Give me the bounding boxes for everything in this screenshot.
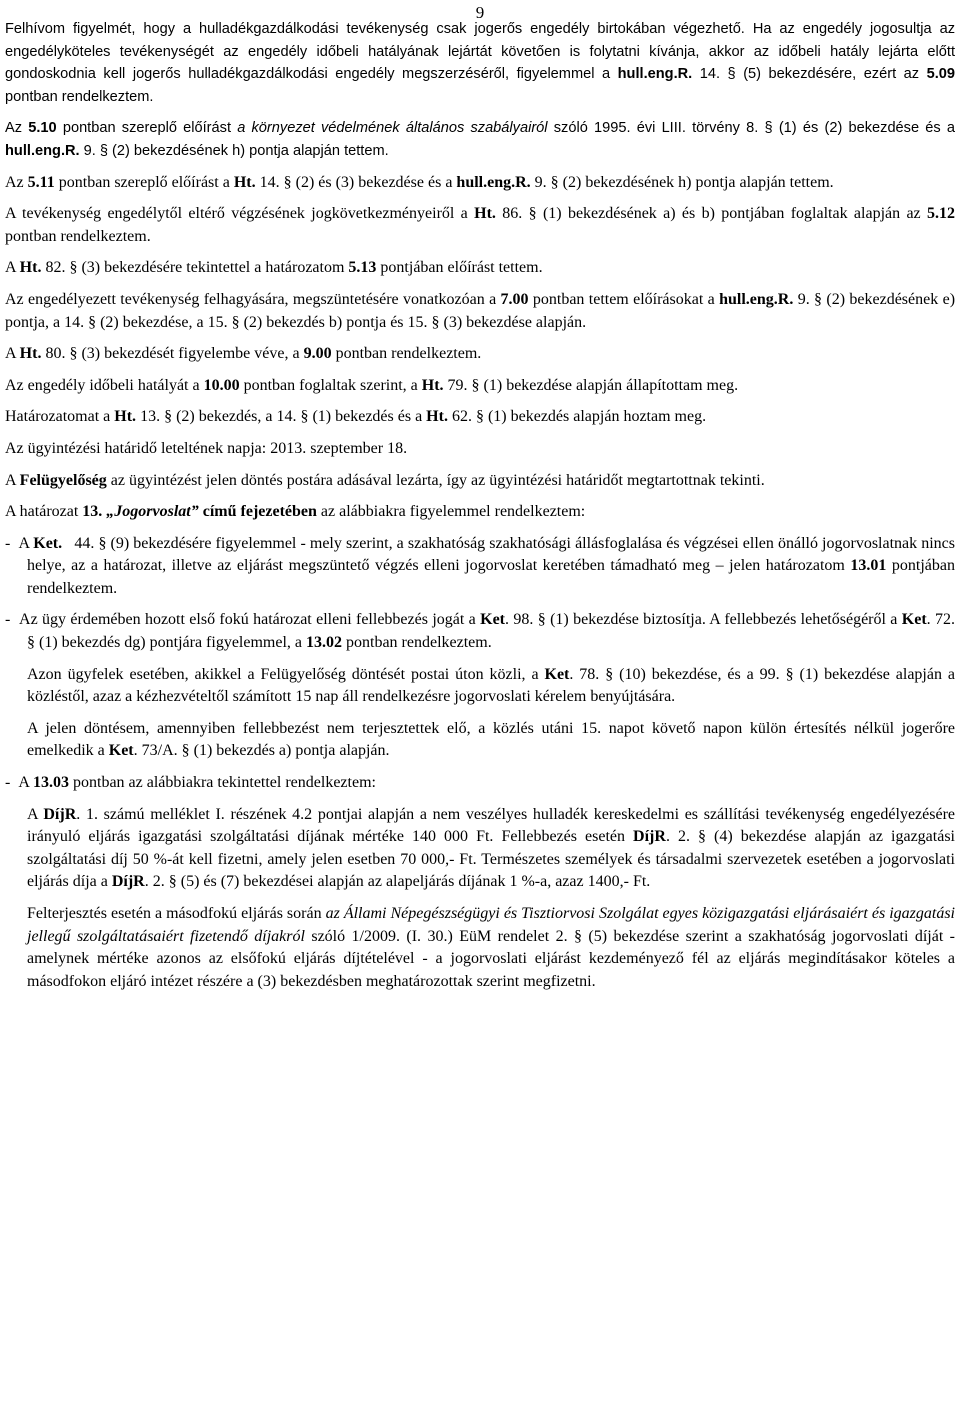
text-run: Az engedélyezett tevékenység felhagyására, megszüntetésére vonatkozóan a xyxy=(5,290,501,308)
text-run: . 98. § (1) bekezdése biztosítja. A fellebbezés lehetőségéről a xyxy=(505,611,902,629)
text-run: Az xyxy=(5,120,29,137)
paragraph xyxy=(5,406,955,429)
paragraph xyxy=(5,343,955,366)
text-run: hull.eng.R. xyxy=(5,142,80,159)
text-run: az ügyintézést jelen döntés postára adásával lezárta, így az ügyintézési határidőt megtartottnak tekinti. xyxy=(106,471,765,489)
text-run: pontban foglaltak szerint, a xyxy=(239,376,422,394)
text-run: - A xyxy=(5,774,33,792)
text-run: pontban rendelkeztem. xyxy=(331,345,482,363)
text-run: A xyxy=(5,471,20,489)
text-run: 10.00 xyxy=(203,376,240,394)
paragraph xyxy=(5,501,955,524)
paragraph xyxy=(5,117,955,162)
text-run: 14. § (5) bekezdésére, ezért az xyxy=(692,66,927,83)
text-run: Ket xyxy=(108,742,134,760)
page-number: 9 xyxy=(475,3,485,22)
text-run: 82. § (3) bekezdésére tekintettel a határozatom xyxy=(41,259,349,277)
text-run: Ht. xyxy=(421,376,444,394)
text-run: pontban szereplő előírást a xyxy=(54,173,234,191)
text-run: Felterjesztés esetén a másodfokú eljárás során xyxy=(27,905,326,922)
text-run: című fejezetében xyxy=(198,503,317,521)
paragraph xyxy=(5,203,955,248)
text-run: DíjR xyxy=(43,805,77,823)
text-run: Felügyelőség xyxy=(19,471,107,489)
text-run: Ht. xyxy=(19,259,42,277)
paragraph xyxy=(5,903,955,993)
text-run: Ket. xyxy=(33,534,63,552)
text-run: A xyxy=(5,259,20,277)
paragraph xyxy=(5,438,955,461)
text-run: Ht. xyxy=(114,408,137,426)
text-run: A jelen döntésem, amennyiben fellebbezést nem terjesztettek elő, a közlés utáni 15. napot követő napon külön értesítés nélkül jogerőre emelkedik a xyxy=(27,719,955,760)
paragraph xyxy=(5,289,955,334)
text-run: Határozatomat a xyxy=(5,408,115,426)
text-run: pontban rendelkeztem. xyxy=(5,88,154,105)
text-run: A határozat xyxy=(5,503,83,521)
text-run: 13.03 xyxy=(33,774,69,792)
text-run: 9. § (2) bekezdésének h) pontja alapján tettem. xyxy=(79,142,389,159)
text-run: pontban szereplő előírást xyxy=(56,120,238,137)
text-run: 13.02 xyxy=(306,634,342,652)
document-body xyxy=(5,18,955,1002)
text-run: . 1. számú melléklet I. részének 4.2 pontjai alapján a nem veszélyes hulladék kereskedelmi es szállítási tevékenység engedélyezésére irányuló eljárás igazgatási szolgáltatási díjának mértéke 140 000 Ft. Fellebbezés esetén xyxy=(27,805,956,846)
text-run: - A xyxy=(5,534,34,552)
text-run: Ket xyxy=(480,611,505,629)
text-run: 9.00 xyxy=(303,345,332,363)
text-run: pontban rendelkeztem. xyxy=(342,634,492,652)
text-run: 79. § (1) bekezdése alapján állapítottam meg. xyxy=(443,376,739,394)
text-run: DíjR xyxy=(111,873,145,891)
text-run: szóló 1995. évi LIII. törvény 8. § (1) és (2) bekezdése és a xyxy=(547,120,956,137)
text-run: Ket xyxy=(901,611,927,629)
text-run: Az ügyintézési határidő leteltének napja: 2013. szeptember 18. xyxy=(5,439,408,457)
text-run: . 2. § (5) és (7) bekezdései alapján az alapeljárás díjának 1 %-a, azaz 1400,- Ft. xyxy=(144,873,651,891)
text-run: Felhívom figyelmét, hogy a hulladékgazdálkodási tevékenység csak jogerős engedély birtokában végezhető. Ha az engedély jogosultja az engedélyköteles tevékenységét az engedély időbeli hatályának lejártát követően is folytatni kívánja, akkor az időbeli hatály lejárta előtt gondoskodnia kell jogerős hulladékgazdálkodási engedély megszerzéséről, figyelemmel a xyxy=(5,21,955,83)
paragraph xyxy=(5,18,955,108)
text-run: Ht. xyxy=(19,345,42,363)
paragraph xyxy=(5,609,955,654)
text-run: 9. § (2) bekezdésének h) pontja alapján tettem. xyxy=(530,173,834,191)
text-run: Az engedély időbeli hatályát a xyxy=(5,376,204,394)
text-run: - Az ügy érdemében hozott első fokú határozat elleni fellebbezés jogát a xyxy=(5,611,481,629)
text-run: . 78. § (10) bekezdése, és a 99. § (1) bekezdése alapján a közléstől, azaz a kézhezvételtől számított 15 nap áll rendelkezésre jogorvoslati kérelem benyújtására. xyxy=(27,665,955,706)
text-run: 80. § (3) bekezdését figyelembe véve, a xyxy=(41,345,304,363)
text-run: 5.09 xyxy=(926,66,955,83)
paragraph xyxy=(5,172,955,195)
text-run: hull.eng.R. xyxy=(456,173,531,191)
text-run: 5.10 xyxy=(28,120,57,137)
text-run: 13. xyxy=(82,503,107,521)
text-run: a környezet védelmének általános szabályairól xyxy=(237,120,548,137)
paragraph xyxy=(5,533,955,601)
text-run: Ht. xyxy=(426,408,448,426)
text-run: 5.12 xyxy=(927,205,956,223)
text-run: pontban az alábbiakra tekintettel rendelkeztem: xyxy=(69,774,376,792)
text-run: Azon ügyfelek esetében, akikkel a Felügyelőség döntését postai úton közli, a xyxy=(27,665,545,683)
paragraph xyxy=(5,664,955,709)
text-run: „Jogorvoslat” xyxy=(106,503,199,521)
text-run: 5.11 xyxy=(27,173,55,191)
text-run: Ht. xyxy=(233,173,256,191)
text-run: pontban tettem előírásokat a xyxy=(528,290,720,308)
text-run: pontban rendelkeztem. xyxy=(5,227,151,245)
paragraph xyxy=(5,257,955,280)
text-run: Ht. xyxy=(474,205,496,223)
text-run: . 2. § (4) bekezdése alapján az igazgatási szolgáltatási díj 50 %-át kell fizetni, amely jelen esetben 70 000,- Ft. Természetes személyek és társadalmi szervezetek esetében a jogorvoslati eljárás díja a xyxy=(27,828,955,891)
text-run: 7.00 xyxy=(500,290,529,308)
text-run: pontjában rendelkeztem. xyxy=(27,557,956,597)
text-run: az alábbiakra figyelemmel rendelkeztem: xyxy=(316,503,586,521)
text-run: pontjában előírást tettem. xyxy=(376,259,543,277)
paragraph xyxy=(5,772,955,795)
text-run: . 72. § (1) bekezdés dg) pontjára figyelemmel, a xyxy=(27,611,956,652)
text-run: A tevékenység engedélytől eltérő végzésének jogkövetkezményeiről a xyxy=(5,205,475,223)
text-run: 13. § (2) bekezdés, a 14. § (1) bekezdés és a xyxy=(136,408,427,426)
text-run: A xyxy=(5,345,20,363)
text-run: 14. § (2) és (3) bekezdése és a xyxy=(255,173,457,191)
text-run: 5.13 xyxy=(348,259,377,277)
text-run: . 73/A. § (1) bekezdés a) pontja alapján. xyxy=(133,742,390,760)
text-run: 44. § (9) bekezdésére figyelemmel - mely szerint, a szakhatóság szakhatósági állásfoglalása és végzései ellen önálló jogorvoslatnak nincs helye, az a határozat, illetve az eljárást megszüntető végzés elleni jogorvoslat keretében támadható meg – jelen határozatom xyxy=(27,534,956,575)
text-run: 9. § (2) bekezdésének e) pontja, a 14. § (2) bekezdése, a 15. § (2) bekezdés b) pontja és 15. § (3) bekezdése alapján. xyxy=(5,290,956,331)
text-run: A xyxy=(27,805,44,823)
text-run: Az xyxy=(5,173,28,191)
text-run: az Állami Népegészségügyi és Tisztiorvosi Szolgálat egyes közigazgatási eljárásaiért és igazgatási jellegű szolgáltatásaiért fizetendő díjakról xyxy=(27,905,955,945)
text-run: 86. § (1) bekezdésének a) és b) pontjában foglaltak alapján az xyxy=(495,205,928,223)
text-run: 62. § (1) bekezdés alapján hoztam meg. xyxy=(447,408,707,426)
text-run: szóló 1/2009. (I. 30.) EüM rendelet 2. § (5) bekezdése szerint a szakhatóság jogorvoslati díját - amelynek mértéke azonos az elsőfokú eljárás díjtételével - a jogorvoslati eljárást kezdeményező fél az eljárás megindításakor köteles a másodfokon eljáró intézet részére a (3) bekezdésben meghatározottak szerint megfizetni. xyxy=(27,927,956,990)
paragraph xyxy=(5,375,955,398)
paragraph xyxy=(5,718,955,763)
text-run: 13.01 xyxy=(850,557,887,575)
text-run: hull.eng.R. xyxy=(719,290,794,308)
paragraph xyxy=(5,804,955,894)
text-run: DíjR xyxy=(633,828,666,846)
text-run: hull.eng.R. xyxy=(617,66,693,83)
text-run: Ket xyxy=(544,665,570,683)
paragraph xyxy=(5,470,955,493)
